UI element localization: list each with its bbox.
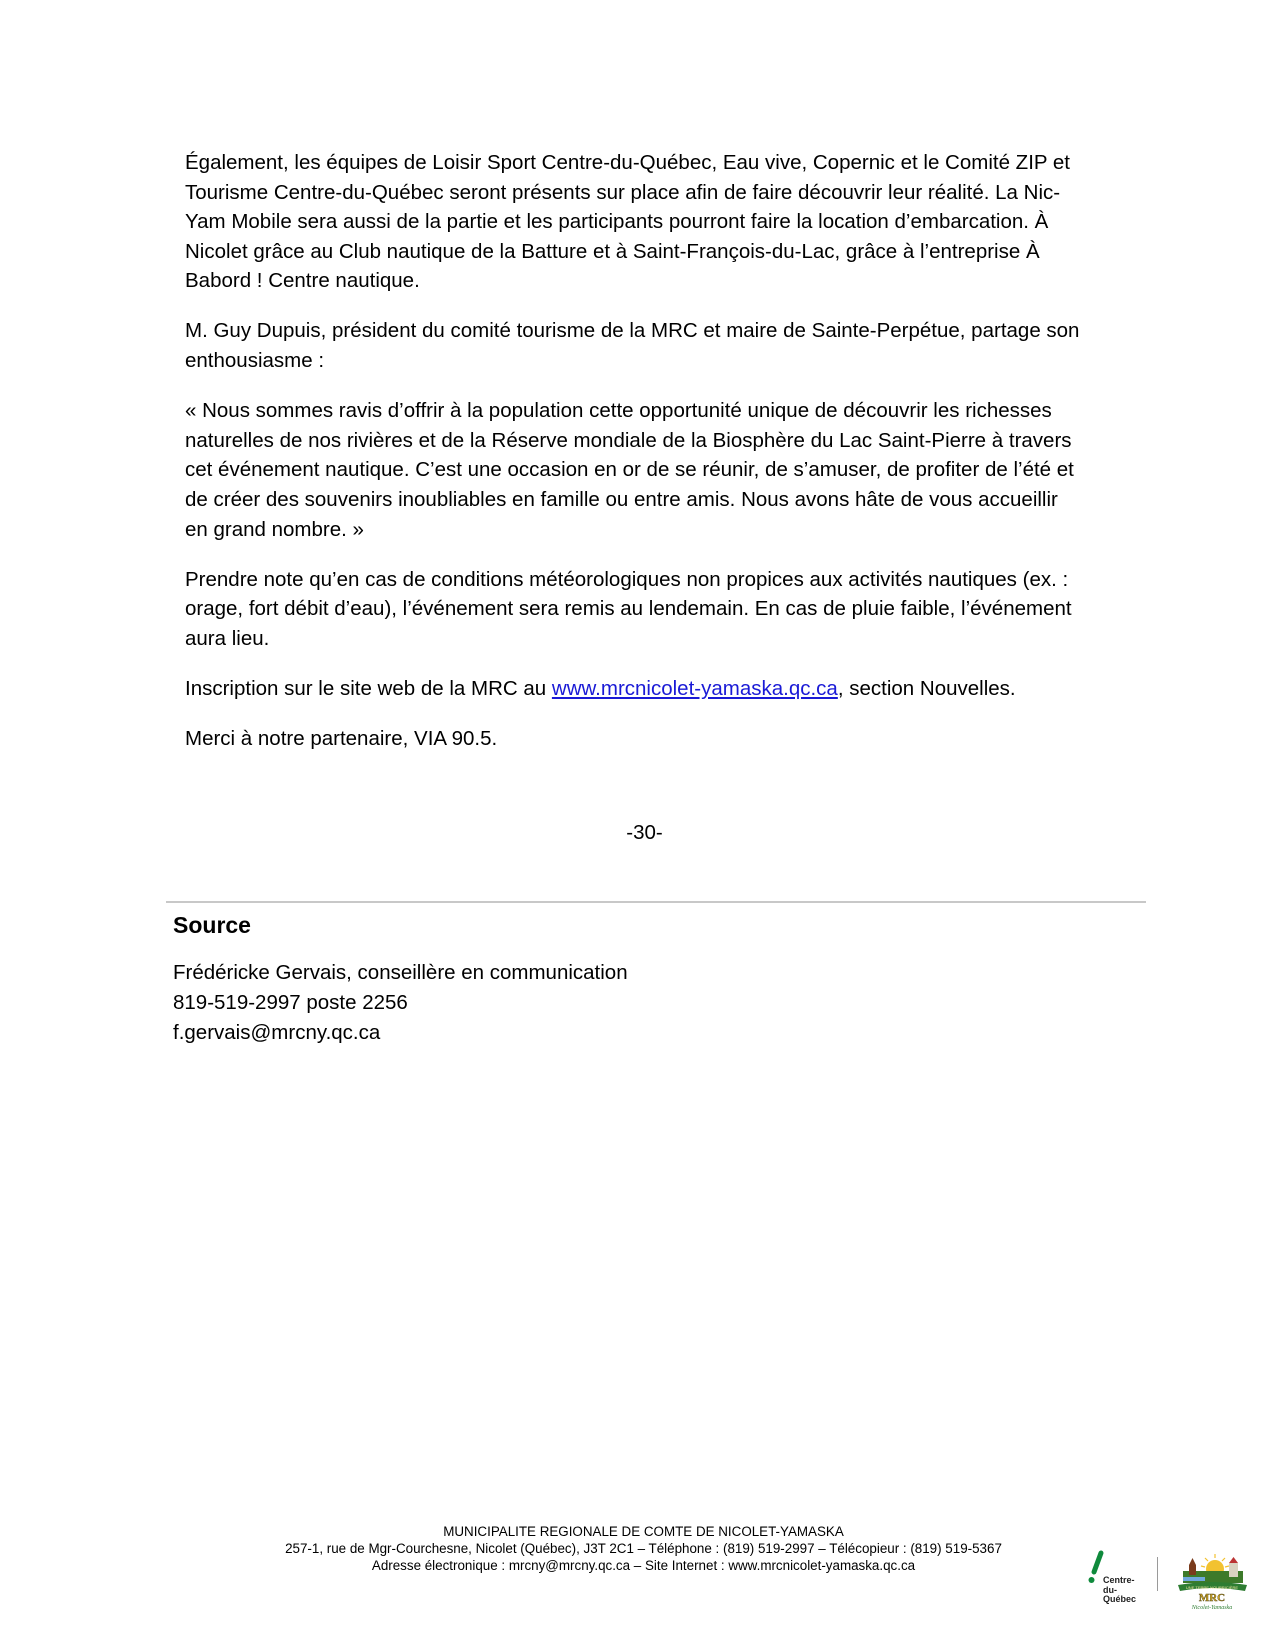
mrc-nicolet-yamaska-logo [1175,1551,1250,1611]
paragraph-thanks: Merci à notre partenaire, VIA 90.5. [185,727,498,750]
inscription-text-end: , section Nouvelles. [837,676,1016,700]
mrc-subtitle: Nicolet-Yamaska [1191,1605,1233,1611]
footer-organization: MUNICIPALITE REGIONALE DE COMTE DE NICOLET-YAMASKA [443,1524,844,1539]
centre-du-quebec-logo [1082,1548,1152,1608]
contact-email: f.gervais@mrcny.qc.ca [173,1021,381,1044]
footer-contact: Adresse électronique : mrcny@mrcny.qc.ca – Site Internet : www.mrcnicolet-yamaska.qc.ca [371,1558,916,1573]
mrc-banner-text: UNE TERRE NOURRICIÈRE [1185,1585,1239,1590]
divider [166,901,1146,903]
footer-address: 257-1, rue de Mgr-Courchesne, Nicolet (Québec), J3T 2C1 – Téléphone : (819) 519-2997 – Télécopieur : (819) 519-5367 [285,1541,1002,1556]
inscription-text: Inscription sur le site web de la MRC au [185,676,552,700]
paragraph-partners: Également, les équipes de Loisir Sport Centre-du-Québec, Eau vive, Copernic et le Comité ZIP et Tourisme Centre-du-Québec seront présents sur place afin de faire découvrir leur réalité. La Nic-Yam Mobile sera aussi de la partie et les participants pourront faire la location d’embarcation. À Nicolet grâce au Club nautique de la Batture et à Saint-François-du-Lac, grâce à l’entreprise À Babord ! Centre nautique. [185,151,1070,293]
cdq-line-2: du- [1103,1584,1117,1595]
contact-phone: 819-519-2997 poste 2256 [173,991,408,1014]
paragraph-weather: Prendre note qu’en cas de conditions météorologiques non propices aux activités nautiques (ex. : orage, fort débit d’eau), l’événement sera remis au lendemain. En cas de pluie faible, l’événement aura lieu. [185,567,1072,650]
cdq-line-1: Centre- [1103,1575,1135,1585]
source-contact [173,958,628,1048]
centre-du-quebec-wordmark [1103,1576,1136,1605]
logo-separator [1157,1557,1158,1591]
press-release-body [185,148,1085,774]
cdq-line-3: Québec [1103,1594,1137,1604]
contact-name: Frédéricke Gervais, conseillère en communication [173,961,628,984]
mrc-emblem-icon [1175,1551,1250,1611]
end-mark: -30- [626,821,663,844]
source-heading: Source [173,912,251,938]
paragraph-inscription [185,674,1085,704]
mrc-title: MRC [1198,1592,1226,1604]
paragraph-quote-intro: M. Guy Dupuis, président du comité tourisme de la MRC et maire de Sainte-Perpétue, partage son enthousiasme : [185,319,1080,373]
paragraph-quote: « Nous sommes ravis d’offrir à la population cette opportunité unique de découvrir les richesses naturelles de nos rivières et de la Réserve mondiale de la Biosphère du Lac Saint-Pierre à travers cet événement nautique. C’est une occasion en or de se réunir, de s’amuser, de profiter de l’été et de créer des souvenirs inoubliables en famille ou entre amis. Nous avons hâte de vous accueillir en grand nombre. » [185,399,1074,541]
website-link[interactable]: www.mrcnicolet-yamaska.qc.ca [551,676,838,700]
